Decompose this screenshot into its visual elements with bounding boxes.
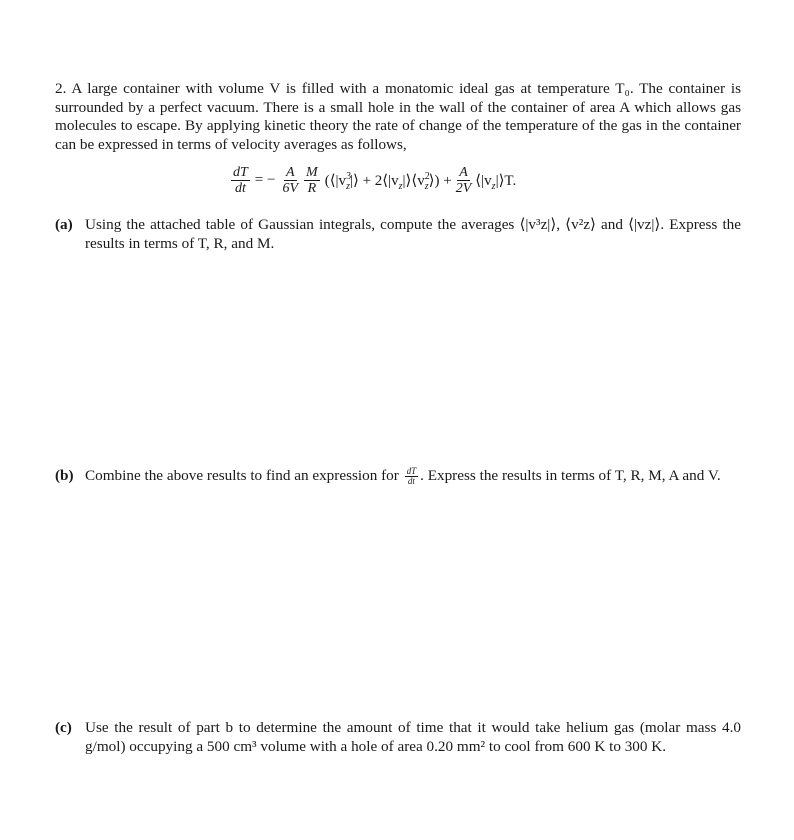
part-b-label: (b) <box>55 467 74 484</box>
part-a-text: Using the attached table of Gaussian integrals, compute the averages ⟨|v³z|⟩, ⟨v²z⟩ and ⟨|vz|⟩. Express the results in terms of T, R, and M. <box>85 216 741 252</box>
f3-denominator: 2V <box>455 180 472 196</box>
temperature-rate-equation <box>229 162 516 198</box>
problem-intro: 2. A large container with volume V is filled with a monatomic ideal gas at temperature T₀. The container is surrounded by a perfect vacuum. There is a small hole in the wall of the container of area A which allows gas molecules to escape. By applying kinetic theory the rate of change of the temperature of the gas in the container can be expressed in terms of velocity averages as follows, <box>55 80 741 153</box>
part-b-fraction: $\frac{dT}{dt}$ <box>406 466 417 487</box>
f2-denominator: R <box>307 180 317 196</box>
lhs-numerator: dT <box>233 164 248 180</box>
f1-denominator: 6V <box>282 180 299 196</box>
area-volume-fraction <box>280 165 300 196</box>
speed-temperature-term: $⟨|v_z|⟩T$. <box>475 172 517 192</box>
f2-numerator: M <box>306 164 318 180</box>
part-b-text: Combine the above results to find an expression for $\frac{dT}{dt}$ . Express the results in terms of T, R, M, A and V. <box>85 466 721 487</box>
dt-fraction <box>231 165 250 196</box>
part-a <box>55 216 741 253</box>
mass-gas-constant-fraction <box>304 165 320 196</box>
part-c <box>55 719 741 756</box>
part-c-label: (c) <box>55 719 72 736</box>
area-2v-fraction <box>454 165 474 196</box>
velocity-averages-term: ($⟨|v^3_z|⟩$ + $2⟨|v_z|⟩⟨v^2_z⟩$) + <box>324 170 452 192</box>
equals-sign: = − <box>254 171 276 188</box>
part-a-label: (a) <box>55 216 73 233</box>
part-b <box>55 467 741 486</box>
f3-numerator: A <box>459 164 468 180</box>
lhs-denominator: dt <box>234 180 246 196</box>
part-c-text: Use the result of part b to determine the amount of time that it would take helium gas (molar mass 4.0 g/mol) occupying a 500 cm³ volume with a hole of area 0.20 mm² to cool from 600 K to 300 K. <box>85 719 741 755</box>
f1-numerator: A <box>285 164 295 180</box>
